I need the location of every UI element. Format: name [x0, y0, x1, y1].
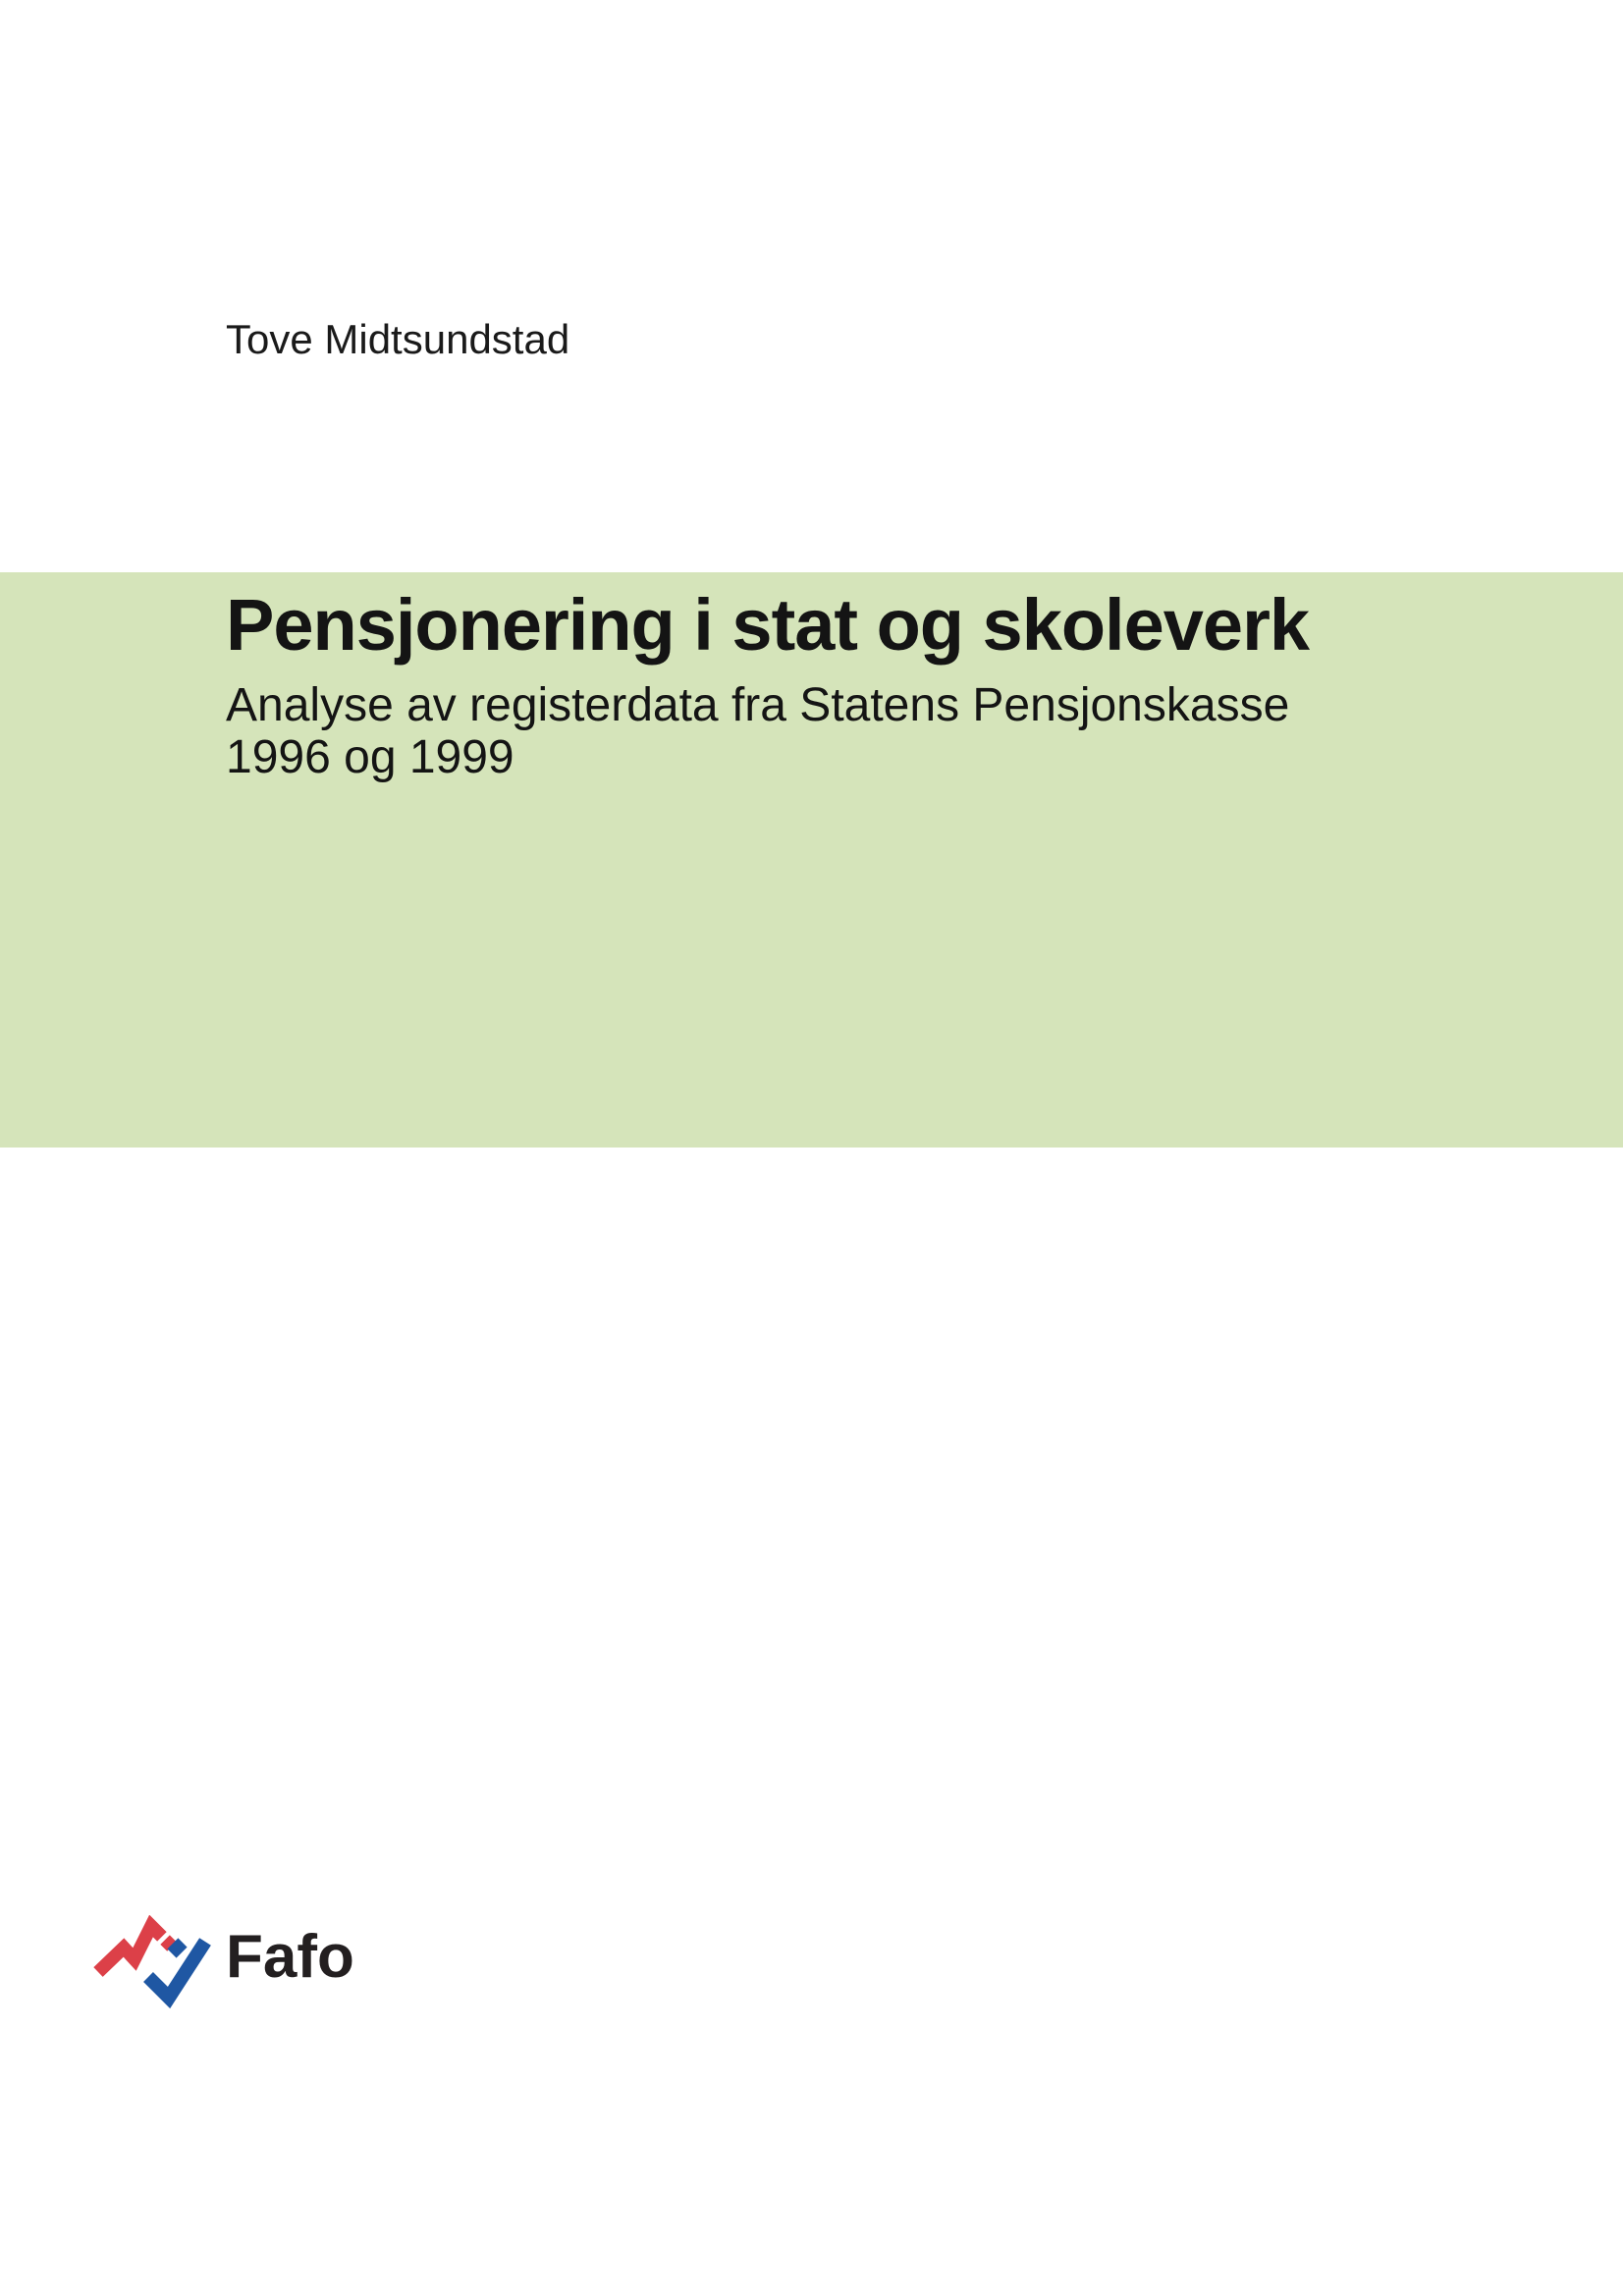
report-subtitle	[226, 679, 1564, 783]
fafo-logo-blue-bar	[172, 1943, 183, 1953]
fafo-wordmark: Fafo	[226, 1923, 354, 1991]
fafo-logo-icon	[93, 1915, 213, 2009]
title-band	[0, 572, 1623, 1148]
author-name: Tove Midtsundstad	[226, 316, 570, 362]
report-subtitle-line-1: Analyse av registerdata fra Statens Pensjonskasse	[226, 679, 1290, 731]
fafo-logo-red-ribbon	[98, 1926, 172, 1972]
report-title: Pensjonering i stat og skoleverk	[226, 584, 1310, 666]
report-subtitle-line-2: 1996 og 1999	[226, 731, 514, 783]
